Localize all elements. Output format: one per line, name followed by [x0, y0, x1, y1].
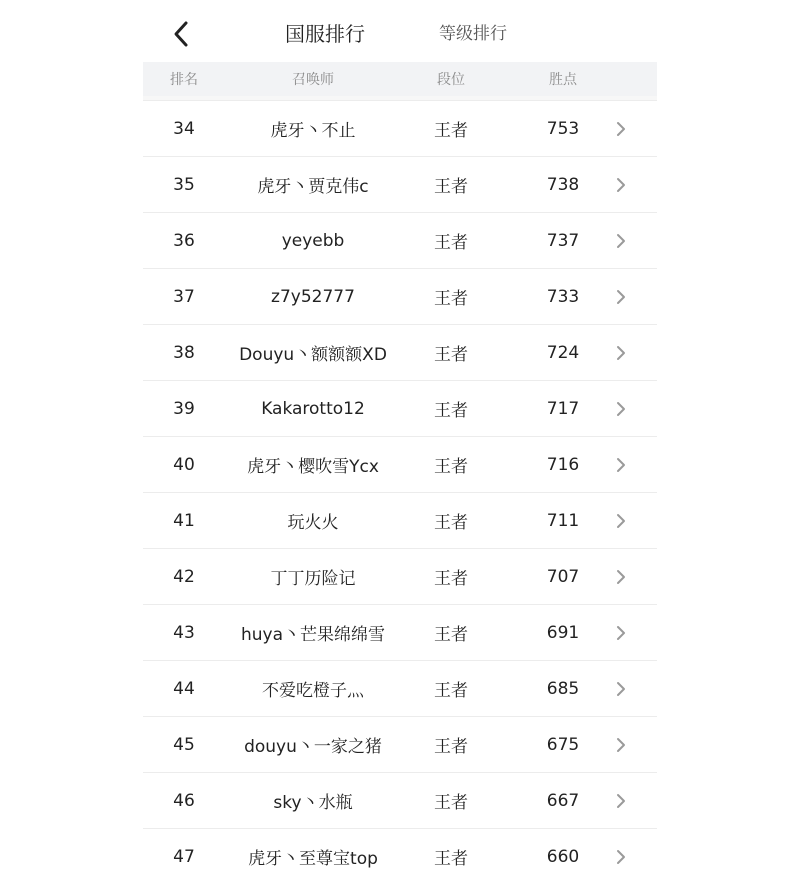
tier-cell: 王者: [434, 457, 468, 477]
table-row[interactable]: [143, 604, 657, 660]
summoner-cell: huya丶芒果绵绵雪: [240, 625, 386, 645]
table-header: [143, 62, 657, 96]
points-cell: 711: [546, 510, 580, 531]
summoner-cell: 虎牙丶樱吹雪Ycx: [247, 457, 379, 477]
table-row[interactable]: [143, 100, 657, 156]
summoner-cell: 虎牙丶至尊宝top: [248, 849, 378, 869]
summoner-cell: douyu丶一家之猪: [244, 737, 382, 757]
table-row[interactable]: [143, 268, 657, 324]
points-cell: 716: [546, 454, 580, 475]
table-row[interactable]: [143, 660, 657, 716]
points-cell: 675: [546, 734, 580, 755]
table-row[interactable]: [143, 828, 657, 884]
points-cell: 717: [546, 398, 580, 419]
rank-cell: 36: [173, 230, 195, 251]
tier-cell: 王者: [434, 401, 468, 421]
points-cell: 724: [546, 342, 580, 363]
rank-cell: 46: [173, 790, 195, 811]
rank-cell: 42: [173, 566, 195, 587]
tier-cell: 王者: [434, 849, 468, 869]
chevron-right-icon: [605, 605, 637, 660]
chevron-right-icon: [605, 101, 637, 156]
summoner-cell: 不爱吃橙子灬: [262, 681, 364, 701]
points-cell: 737: [546, 230, 580, 251]
summoner-cell: 丁丁历险记: [270, 569, 356, 589]
summoner-cell: yeyebb: [281, 230, 345, 251]
rank-cell: 37: [173, 286, 195, 307]
tier-cell: 王者: [434, 177, 468, 197]
rank-cell: 35: [173, 174, 195, 195]
points-cell: 733: [546, 286, 580, 307]
tier-cell: 王者: [434, 681, 468, 701]
points-cell: 660: [546, 846, 580, 867]
table-row[interactable]: [143, 324, 657, 380]
chevron-right-icon: [605, 829, 637, 884]
rank-cell: 41: [173, 510, 195, 531]
header-rank: 排名: [170, 72, 198, 88]
rank-cell: 39: [173, 398, 195, 419]
tab-level-ranking[interactable]: 等级排行: [439, 24, 507, 44]
points-cell: 707: [546, 566, 580, 587]
table-row[interactable]: [143, 212, 657, 268]
table-row[interactable]: [143, 772, 657, 828]
table-row[interactable]: [143, 436, 657, 492]
table-row[interactable]: [143, 492, 657, 548]
tier-cell: 王者: [434, 121, 468, 141]
back-button[interactable]: [163, 16, 199, 52]
chevron-right-icon: [605, 157, 637, 212]
tier-cell: 王者: [434, 513, 468, 533]
points-cell: 667: [546, 790, 580, 811]
rank-cell: 38: [173, 342, 195, 363]
chevron-right-icon: [605, 493, 637, 548]
summoner-cell: z7y52777: [271, 286, 355, 307]
summoner-cell: Kakarotto12: [261, 398, 365, 419]
rank-cell: 40: [173, 454, 195, 475]
table-row[interactable]: [143, 548, 657, 604]
tier-cell: 王者: [434, 793, 468, 813]
chevron-right-icon: [605, 213, 637, 268]
summoner-cell: Douyu丶额额额XD: [239, 345, 387, 365]
rank-cell: 44: [173, 678, 195, 699]
summoner-cell: sky丶水瓶: [273, 793, 353, 813]
chevron-left-icon: [173, 21, 189, 47]
points-cell: 738: [546, 174, 580, 195]
chevron-right-icon: [605, 549, 637, 604]
header-tier: 段位: [437, 72, 465, 88]
chevron-right-icon: [605, 661, 637, 716]
rank-cell: 47: [173, 846, 195, 867]
table-row[interactable]: [143, 716, 657, 772]
chevron-right-icon: [605, 437, 637, 492]
tier-cell: 王者: [434, 233, 468, 253]
table-row[interactable]: [143, 156, 657, 212]
header-summoner: 召唤师: [292, 72, 334, 88]
tab-server-ranking[interactable]: 国服排行: [285, 22, 365, 46]
chevron-right-icon: [605, 773, 637, 828]
header-points: 胜点: [549, 72, 577, 88]
chevron-right-icon: [605, 325, 637, 380]
rank-cell: 45: [173, 734, 195, 755]
summoner-cell: 虎牙丶贾克伟c: [257, 177, 369, 197]
points-cell: 753: [546, 118, 580, 139]
tier-cell: 王者: [434, 345, 468, 365]
summoner-cell: 玩火火: [287, 513, 339, 533]
tier-cell: 王者: [434, 737, 468, 757]
chevron-right-icon: [605, 381, 637, 436]
tier-cell: 王者: [434, 289, 468, 309]
points-cell: 685: [546, 678, 580, 699]
rank-cell: 43: [173, 622, 195, 643]
tier-cell: 王者: [434, 625, 468, 645]
chevron-right-icon: [605, 717, 637, 772]
table-row[interactable]: [143, 380, 657, 436]
top-bar: [143, 0, 657, 62]
tier-cell: 王者: [434, 569, 468, 589]
points-cell: 691: [546, 622, 580, 643]
ranking-list[interactable]: [143, 96, 657, 869]
chevron-right-icon: [605, 269, 637, 324]
ranking-screen: [143, 0, 657, 869]
rank-cell: 34: [173, 118, 195, 139]
summoner-cell: 虎牙丶不止: [270, 121, 356, 141]
